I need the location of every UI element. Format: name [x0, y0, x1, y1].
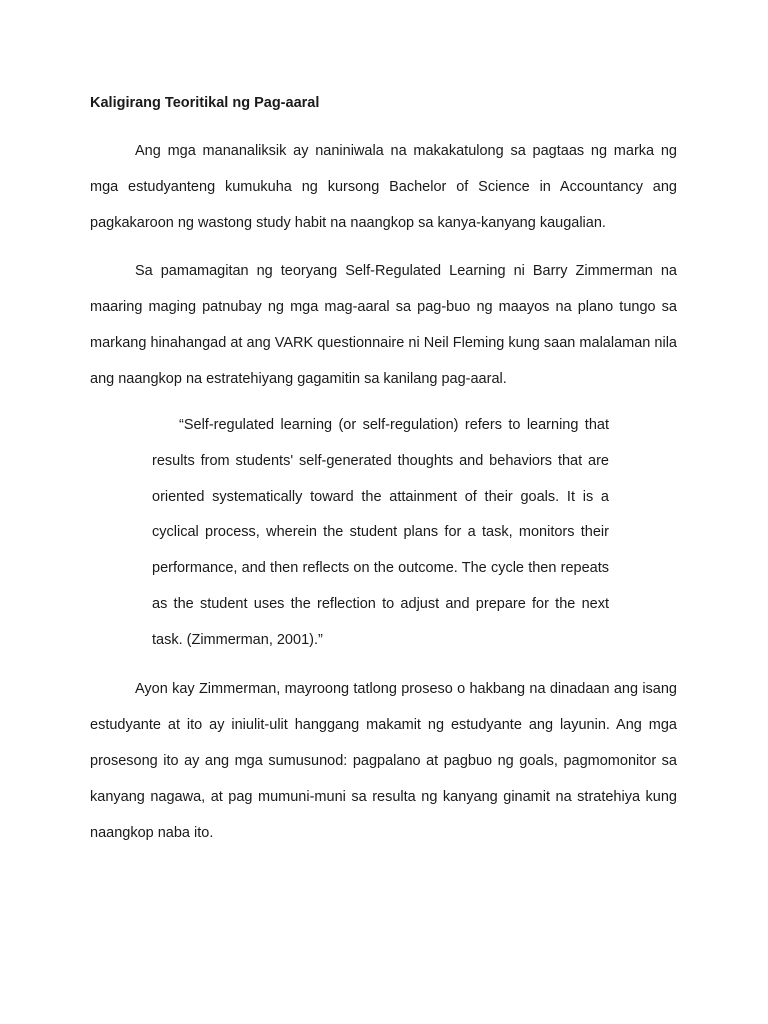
paragraph-process: Ayon kay Zimmerman, mayroong tatlong proseso o hakbang na dinadaan ang isang estudyante at ito ay iniulit-ulit hanggang makamit ng estudyante ang layunin. Ang mga prosesong ito ay ang mga sumusunod: pagpalano at pagbuo ng goals, pagmomonitor sa kanyang nagawa, at pag mumuni-muni sa resulta ng kanyang ginamit na stratehiya kung naangkop naba ito. [90, 681, 677, 841]
block-quote: “Self-regulated learning (or self-regulation) refers to learning that results from students' self-generated thoughts and behaviors that are oriented systematically toward the attainment of their goals. It is a cyclical process, wherein the student plans for a task, monitors their performance, and then reflects on the outcome. The cycle then repeats as the student uses the reflection to adjust and prepare for the next task. (Zimmerman, 2001).” [152, 417, 609, 648]
paragraph-intro: Ang mga mananaliksik ay naniniwala na makakatulong sa pagtaas ng marka ng mga estudyanteng kumukuha ng kursong Bachelor of Science in Accountancy ang pagkakaroon ng wastong study habit na naangkop sa kanya-kanyang kaugalian. [90, 143, 677, 231]
paragraph-theory: Sa pamamagitan ng teoryang Self-Regulated Learning ni Barry Zimmerman na maaring maging patnubay ng mga mag-aaral sa pag-buo ng maayos na plano tungo sa markang hinahangad at ang VARK questionnaire ni Neil Fleming kung saan malalaman nila ang naangkop na estratehiyang gagamitin sa kanilang pag-aaral. [90, 263, 677, 387]
document-title: Kaligirang Teoritikal ng Pag-aaral [90, 95, 320, 111]
